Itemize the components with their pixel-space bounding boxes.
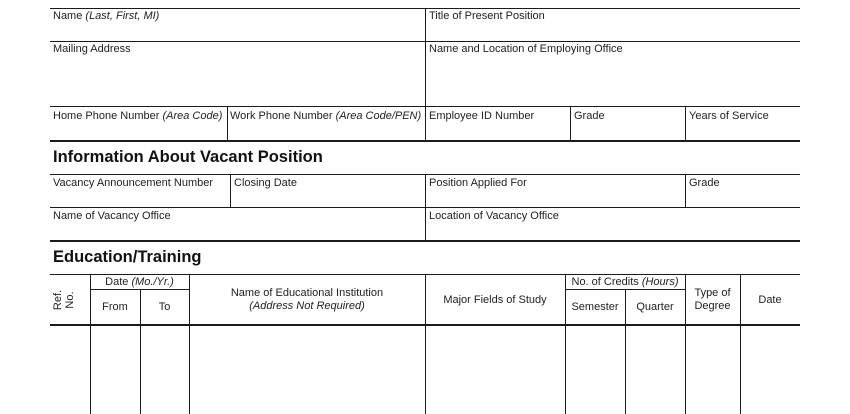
- name-input[interactable]: [51, 24, 424, 40]
- name-label-hint: (Last, First, MI): [85, 10, 160, 22]
- work-phone-label-text: Work Phone Number: [230, 110, 333, 122]
- name-field-label: [53, 10, 159, 23]
- date-from-cell[interactable]: [91, 326, 139, 414]
- closing-date-input[interactable]: [231, 191, 424, 206]
- degree-type-header: [685, 287, 740, 313]
- ref-no-header: [52, 275, 78, 325]
- degree-type-cell[interactable]: [686, 326, 739, 414]
- major-fields-header: Major Fields of Study: [443, 294, 547, 306]
- years-of-service-input[interactable]: [686, 124, 799, 139]
- degree-type-line2: Degree: [694, 300, 731, 312]
- home-phone-label-text: Home Phone Number: [53, 110, 160, 122]
- institution-header: [189, 287, 425, 313]
- ref-no-line1: Ref.: [52, 289, 64, 311]
- institution-header-line1: Name of Educational Institution: [230, 287, 384, 299]
- years-of-service-label: Years of Service: [689, 110, 769, 122]
- home-phone-label-hint: (Area Code): [162, 110, 223, 122]
- mailing-address-input[interactable]: [51, 57, 424, 105]
- date-to-cell[interactable]: [141, 326, 188, 414]
- work-phone-input[interactable]: [228, 124, 424, 139]
- date-header-hint: (Mo./Yr.): [131, 276, 174, 288]
- vacancy-office-name-label: Name of Vacancy Office: [53, 210, 171, 222]
- credits-header-hint: (Hours): [641, 276, 679, 288]
- mailing-address-label: Mailing Address: [53, 43, 131, 55]
- from-header: From: [102, 301, 128, 313]
- date-header-text: Date: [105, 276, 129, 288]
- ref-no-cell[interactable]: [51, 326, 89, 414]
- closing-date-label: Closing Date: [234, 177, 297, 189]
- home-phone-input[interactable]: [51, 124, 226, 139]
- work-phone-label-hint: (Area Code/PEN): [335, 110, 422, 122]
- work-phone-label: [230, 110, 421, 123]
- title-input[interactable]: [426, 24, 799, 40]
- degree-type-line1: Type of: [694, 287, 731, 299]
- date-header: [90, 276, 189, 289]
- degree-date-cell[interactable]: [741, 326, 799, 414]
- major-fields-cell[interactable]: [426, 326, 564, 414]
- vacancy-announcement-label: Vacancy Announcement Number: [53, 177, 213, 189]
- semester-header: Semester: [571, 301, 619, 313]
- institution-header-line2: (Address Not Required): [249, 300, 365, 312]
- employing-office-label: Name and Location of Employing Office: [429, 43, 623, 55]
- institution-cell[interactable]: [190, 326, 424, 414]
- vacancy-office-name-input[interactable]: [51, 224, 424, 239]
- degree-date-header: Date: [758, 294, 782, 306]
- quarter-cell[interactable]: [626, 326, 684, 414]
- employee-id-input[interactable]: [426, 124, 569, 139]
- title-field-label: Title of Present Position: [429, 10, 545, 22]
- grade-input[interactable]: [571, 124, 684, 139]
- position-applied-input[interactable]: [426, 191, 684, 206]
- vacancy-grade-label: Grade: [689, 177, 720, 189]
- employee-id-label: Employee ID Number: [429, 110, 535, 122]
- name-label-text: Name: [53, 10, 83, 22]
- semester-cell[interactable]: [566, 326, 624, 414]
- divider: [50, 140, 800, 142]
- quarter-header: Quarter: [636, 301, 674, 313]
- credits-header: [565, 276, 685, 289]
- divider: [50, 240, 800, 242]
- employing-office-input[interactable]: [426, 57, 799, 105]
- to-header: To: [158, 301, 171, 313]
- vacancy-office-location-label: Location of Vacancy Office: [429, 210, 559, 222]
- vacancy-section-heading: Information About Vacant Position: [53, 148, 323, 166]
- education-section-heading: Education/Training: [53, 248, 202, 266]
- credits-header-text: No. of Credits: [571, 276, 639, 288]
- home-phone-label: [53, 110, 222, 123]
- vacancy-office-location-input[interactable]: [426, 224, 799, 239]
- position-applied-label: Position Applied For: [429, 177, 527, 189]
- vacancy-grade-input[interactable]: [686, 191, 799, 206]
- vacancy-announcement-input[interactable]: [51, 191, 229, 206]
- grade-label: Grade: [574, 110, 605, 122]
- ref-no-line2: No.: [64, 291, 76, 309]
